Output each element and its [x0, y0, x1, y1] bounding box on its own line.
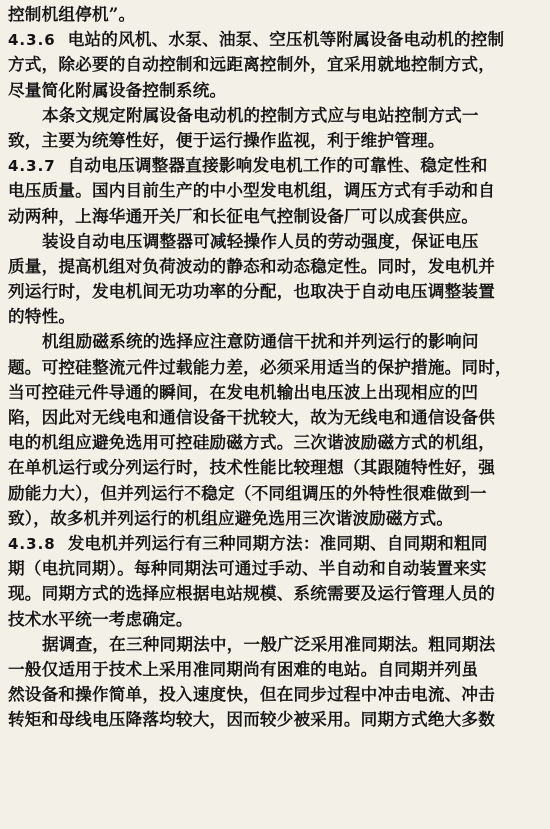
line-text: 装设自动电压调整器可减轻操作人员的劳动强度，保证电压 [42, 230, 479, 251]
line-text: 机组励磁系统的选择应注意防通信干扰和并列运行的影响问 [42, 331, 479, 352]
line-text: 质量，提高机组对负荷波动的静态和动态稳定性。同时，发电机并 [8, 255, 496, 276]
text-line [8, 178, 544, 203]
line-text: 在单机运行或分列运行时，技术性能比较理想（其跟随特性好，强 [8, 457, 496, 478]
text-line [8, 304, 544, 329]
line-text: 本条文规定附属设备电动机的控制方式应与电站控制方式一 [42, 104, 479, 125]
line-text: 然设备和操作简单，投入速度快，但在同步过程中冲击电流、冲击 [8, 684, 496, 705]
line-text: 电站的风机、水泵、油泵、空压机等附属设备电动机的控制 [67, 29, 505, 50]
text-line [8, 556, 544, 581]
line-text: 控制机组停机”。 [8, 4, 136, 24]
line-text: 当可控硅元件导通的瞬间，在发电机输出电压波上出现相应的凹 [8, 381, 479, 402]
text-line [8, 103, 544, 128]
line-text: 动两种，上海华通开关厂和长征电气控制设备厂可以成套供应。 [8, 205, 479, 226]
text-line [8, 279, 544, 304]
line-text: 励能力大），但并列运行不稳定（不同组调压的外特性很难做到一 [8, 482, 487, 503]
line-text: 期（电抗同期）。每种同期法可通过手动、半自动和自动装置来实 [8, 558, 487, 579]
line-text: 发电机并列运行有三种同期方法：准同期、自同期和粗同 [67, 532, 488, 553]
text-line [8, 254, 544, 279]
text-line [8, 52, 544, 77]
section-number: 4.3.6 [8, 31, 56, 50]
text-line [8, 204, 544, 229]
text-line [8, 531, 544, 556]
line-text: 据调查，在三种同期法中，一般广泛采用准同期法。粗同期法 [42, 633, 496, 654]
text-line [8, 329, 544, 354]
line-text: 陷，因此对无线电和通信设备干扰较大，故为无线电和通信设备供 [8, 407, 496, 427]
section-number: 4.3.7 [8, 157, 56, 176]
line-text: 现。同期方式的选择应根据电站规模、系统需要及运行管理人员的 [8, 583, 496, 604]
line-text: 题。可控硅整流元件过载能力差，必须采用适当的保护措施。同时， [8, 356, 512, 377]
text-line [8, 455, 544, 480]
line-text: 的特性。 [8, 306, 76, 327]
line-text: 方式，除必要的自动控制和远距离控制外，宜采用就地控制方式， [8, 54, 496, 75]
text-line [8, 430, 544, 455]
text-line [8, 153, 544, 178]
text-line [8, 355, 544, 380]
text-line [8, 481, 544, 506]
text-line [8, 707, 544, 732]
section-number: 4.3.8 [8, 534, 56, 553]
line-text: 尽量简化附属设备控制系统。 [8, 79, 227, 100]
line-text: 致，主要为统筹性好，便于运行操作监视，利于维护管理。 [8, 129, 445, 150]
text-line [8, 657, 544, 682]
text-line [8, 506, 544, 531]
line-text: 一般仅适用于技术上采用准同期尚有困难的电站。自同期并列虽 [8, 658, 479, 679]
text-line [8, 581, 544, 606]
text-line [8, 607, 544, 632]
text-line [8, 78, 544, 103]
line-text: 技术水平统一考虑确定。 [8, 608, 193, 629]
line-text: 电压质量。国内目前生产的中小型发电机组，调压方式有手动和自 [8, 180, 496, 201]
line-text: 致），故多机并列运行的机组应避免选用三次谐波励磁方式。 [8, 507, 454, 528]
text-line [8, 632, 544, 657]
text-line [8, 229, 544, 254]
text-line [8, 405, 544, 430]
text-line [8, 682, 544, 707]
line-text: 自动电压调整器直接影响发电机工作的可靠性、稳定性和 [67, 155, 488, 176]
line-text: 电的机组应避免选用可控硅励磁方式。三次谐波励磁方式的机组， [8, 432, 496, 453]
line-text: 转矩和母线电压降落均较大，因而较少被采用。同期方式绝大多数 [8, 709, 496, 730]
text-line [8, 27, 544, 52]
text-line [8, 380, 544, 405]
text-line [8, 2, 544, 27]
text-line [8, 128, 544, 153]
line-text: 列运行时，发电机间无功功率的分配，也取决于自动电压调整装置 [8, 281, 496, 302]
